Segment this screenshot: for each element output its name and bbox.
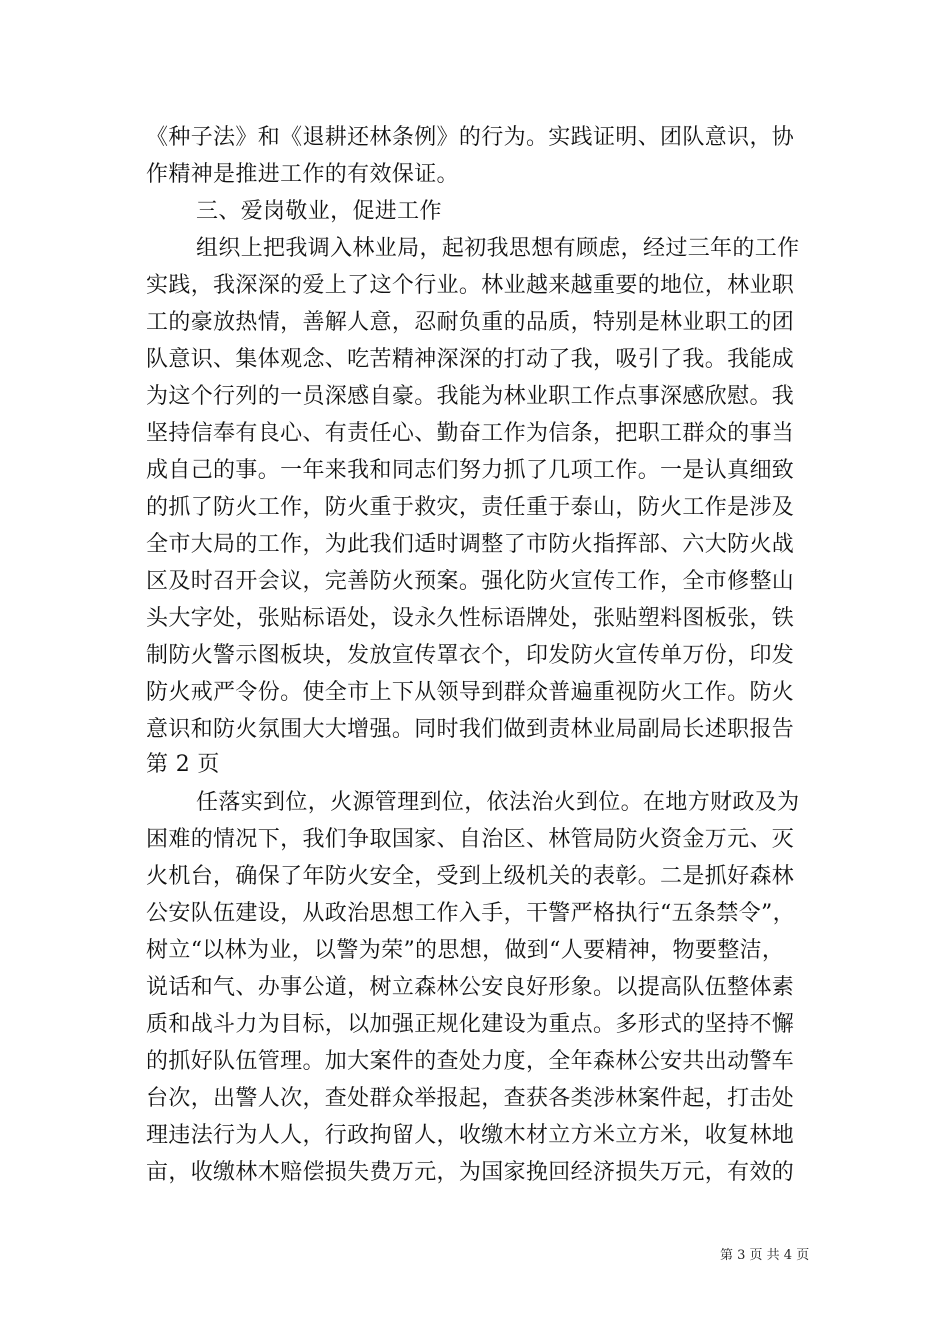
body-line: 队意识、集体观念、吃苦精神深深的打动了我，吸引了我。我能成: [146, 347, 795, 372]
body-line: 意识和防火氛围大大增强。同时我们做到责林业局副局长述职报告: [146, 717, 795, 742]
body-line: 区及时召开会议，完善防火预案。强化防火宣传工作，全市修整山: [146, 569, 795, 594]
body-line: 制防火警示图板块，发放宣传罩衣个，印发防火宣传单万份，印发: [146, 643, 795, 668]
body-line: 质和战斗力为目标，以加强正规化建设为重点。多形式的坚持不懈: [146, 1012, 795, 1037]
body-line: 亩，收缴林木赔偿损失费万元，为国家挽回经济损失万元，有效的: [146, 1160, 795, 1185]
body-line: 坚持信奉有良心、有责任心、勤奋工作为信条，把职工群众的事当: [146, 421, 795, 446]
body-line: 成自己的事。一年来我和同志们努力抓了几项工作。一是认真细致: [146, 458, 795, 483]
body-line: 说话和气、办事公道，树立森林公安良好形象。以提高队伍整体素: [146, 975, 795, 1000]
body-line: 防火戒严令份。使全市上下从领导到群众普遍重视防火工作。防火: [146, 680, 795, 705]
body-line: 工的豪放热情，善解人意，忍耐负重的品质，特别是林业职工的团: [146, 310, 795, 335]
body-line: 的抓了防火工作，防火重于救灾，责任重于泰山，防火工作是涉及: [146, 495, 795, 520]
body-line: 任落实到位，火源管理到位，依法治火到位。在地方财政及为: [196, 790, 800, 815]
body-line: 公安队伍建设，从政治思想工作入手，干警严格执行“五条禁令”，: [146, 901, 795, 926]
inline-page-marker: 第 2 页: [146, 752, 220, 777]
body-line: 的抓好队伍管理。加大案件的查处力度，全年森林公安共出动警车: [146, 1049, 795, 1074]
body-line: 作精神是推进工作的有效保证。: [146, 162, 459, 187]
page-footer: 第 3 页 共 4 页: [720, 1248, 810, 1263]
body-line: 为这个行列的一员深感自豪。我能为林业职工作点事深感欣慰。我: [146, 384, 795, 409]
body-line: 理违法行为人人，行政拘留人，收缴木材立方米立方米，收复林地: [146, 1123, 795, 1148]
body-line: 头大字处，张贴标语处，设永久性标语牌处，张贴塑料图板张，铁: [146, 606, 795, 631]
body-line: 台次，出警人次，查处群众举报起，查获各类涉林案件起，打击处: [146, 1086, 795, 1111]
body-line: 组织上把我调入林业局，起初我思想有顾虑，经过三年的工作: [196, 236, 800, 261]
section-heading: 三、爱岗敬业，促进工作: [196, 199, 442, 224]
body-line: 火机台，确保了年防火安全，受到上级机关的表彰。二是抓好森林: [146, 864, 795, 889]
body-line: 困难的情况下，我们争取国家、自治区、林管局防火资金万元、灭: [146, 827, 795, 852]
body-line: 《种子法》和《退耕还林条例》的行为。实践证明、团队意识，协: [146, 125, 795, 150]
body-line: 树立“以林为业，以警为荣”的思想，做到“人要精神，物要整洁，: [146, 938, 785, 963]
body-line: 全市大局的工作，为此我们适时调整了市防火指挥部、六大防火战: [146, 532, 795, 557]
body-line: 实践，我深深的爱上了这个行业。林业越来越重要的地位，林业职: [146, 273, 795, 298]
